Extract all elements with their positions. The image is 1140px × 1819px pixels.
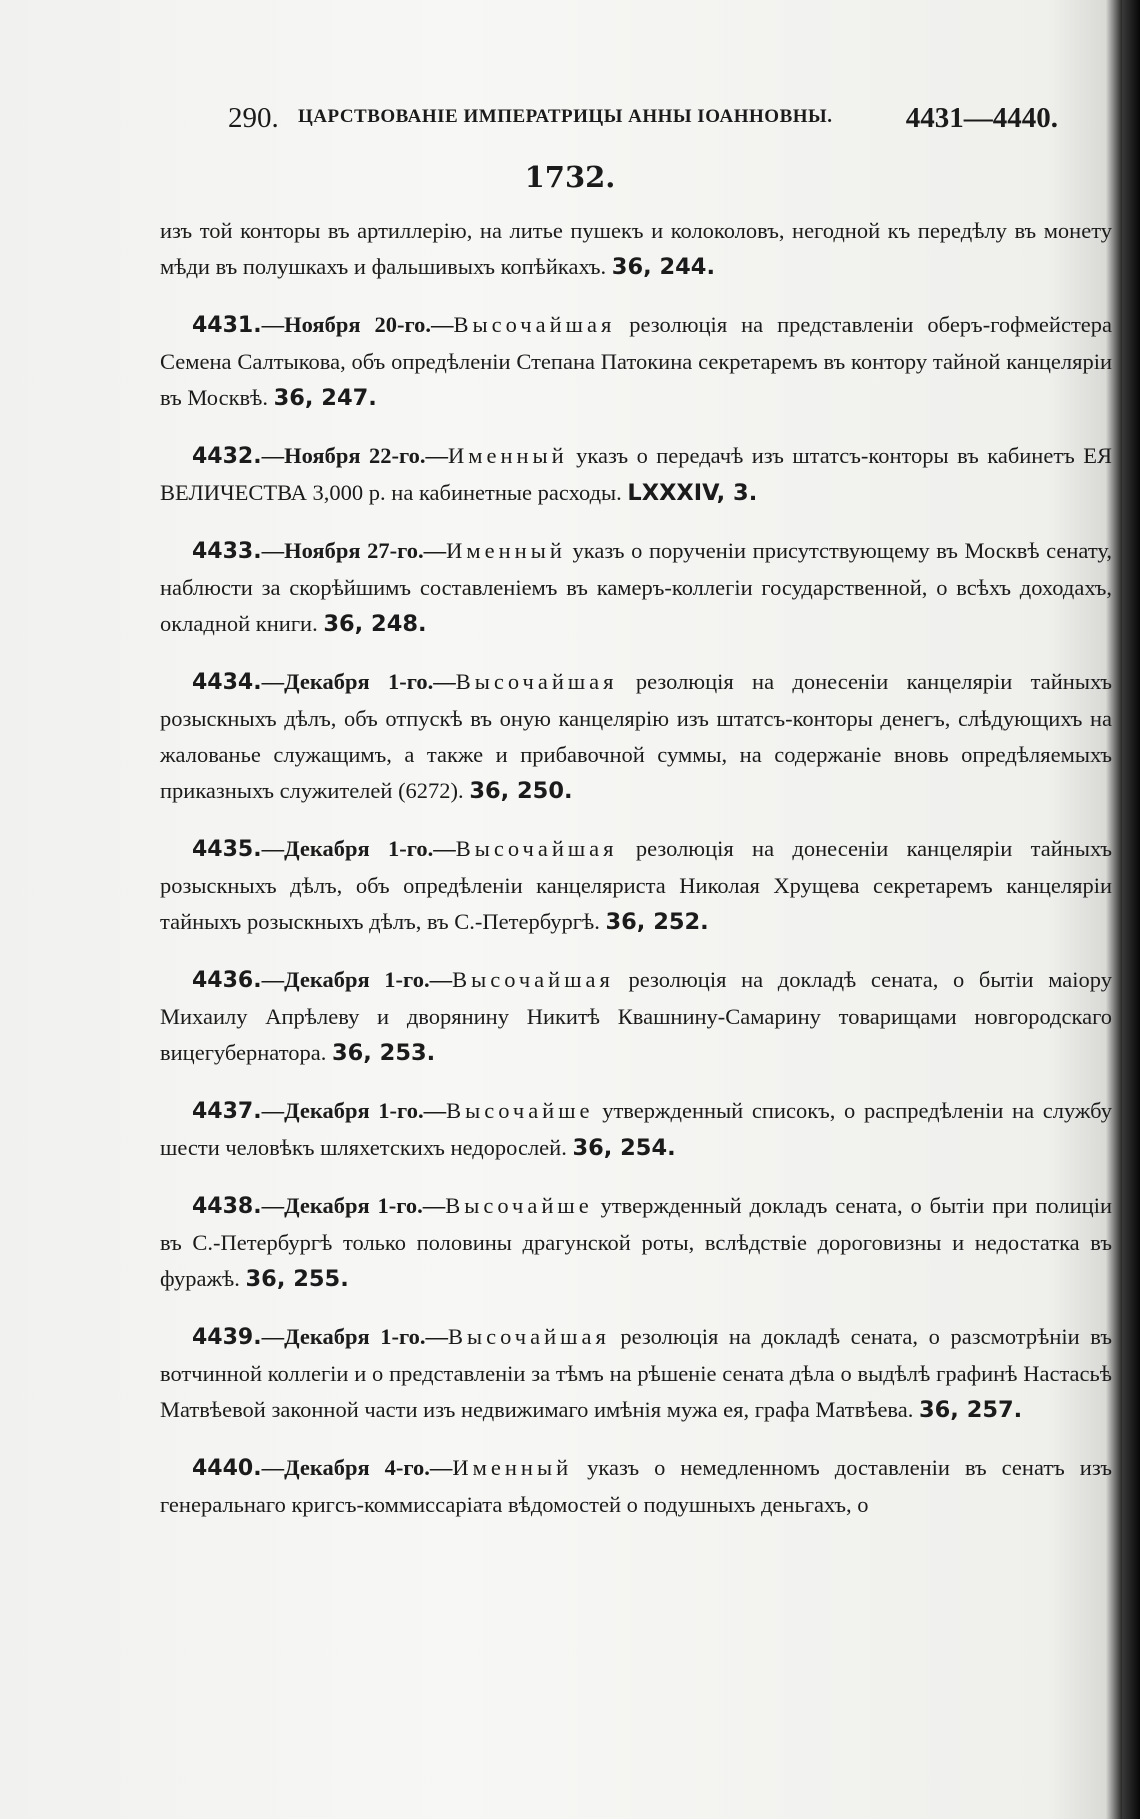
entry-kind: Высочайше xyxy=(446,1098,594,1123)
entry-kind: Высочайшая xyxy=(453,312,616,337)
entry-kind: Именный xyxy=(452,1455,573,1480)
entry-ref: 36, 254. xyxy=(572,1135,676,1161)
year-heading: 1732. xyxy=(524,160,616,194)
entry-4434 xyxy=(160,664,1112,809)
entry-4433 xyxy=(160,533,1112,642)
entry-ref: 36, 247. xyxy=(273,385,377,411)
entry-date: —Декабря 1-го.— xyxy=(261,669,456,694)
entry-number: 4438. xyxy=(192,1194,262,1219)
entry-kind: Высочайшая xyxy=(448,1324,610,1349)
entry-4431 xyxy=(160,307,1112,416)
entry-4437 xyxy=(160,1093,1112,1166)
entry-4435 xyxy=(160,831,1112,940)
entry-date: —Декабря 1-го.— xyxy=(261,836,456,861)
entry-4438 xyxy=(160,1188,1112,1297)
page-number: 290. xyxy=(228,102,279,134)
entry-ref: 36, 257. xyxy=(919,1397,1023,1423)
entry-kind: Высочайшая xyxy=(452,967,614,992)
entry-kind: Именный xyxy=(448,443,568,468)
entry-ref: 36, 252. xyxy=(605,909,709,935)
book-spine xyxy=(1122,0,1140,1819)
entry-kind: Высочайшая xyxy=(455,836,618,861)
running-title: ЦАРСТВОВАНІЕ ИМПЕРАТРИЦЫ АННЫ ІОАННОВНЫ. xyxy=(298,106,833,127)
entry-text: резолюція на докладѣ сената, о разсмотрѣніи въ вотчинной коллегіи и о представленіи за тѣмъ на рѣшеніе сената дѣла о выдѣлѣ графинѣ Настасьѣ Матвѣевой законной части изъ недвижимаго имѣнія мужа ея, графа Матвѣева. xyxy=(160,1324,1112,1422)
entry-ref: LXXXIV, 3. xyxy=(627,480,758,506)
entry-text: указъ о порученіи присутствующему въ Москвѣ сенату, наблюсти за скорѣйшимъ составленіемъ въ камеръ-коллегіи государственной, о всѣхъ доходахъ, окладной книги. xyxy=(160,538,1112,636)
page-header xyxy=(228,102,1058,142)
entry-date: —Ноября 22-го.— xyxy=(261,443,448,468)
entry-range: 4431—4440. xyxy=(905,102,1058,134)
continuation-paragraph xyxy=(160,213,1112,285)
entry-number: 4434. xyxy=(192,670,262,695)
entry-4439 xyxy=(160,1319,1112,1428)
entry-number: 4432. xyxy=(192,444,262,469)
entry-text: утвержденный докладъ сената, о бытіи при полиціи въ С.-Петербургѣ только половины драгунской роты, вслѣдствіе дороговизны и недостатка въ фуражѣ. xyxy=(160,1193,1112,1291)
entry-ref: 36, 250. xyxy=(469,778,573,804)
entry-text: резолюція на представленіи оберъ-гофмейстера Семена Салтыкова, объ опредѣленіи Степана Патокина секретаремъ въ контору тайной канцеляріи въ Москвѣ. xyxy=(160,312,1112,410)
entry-text: указъ о передачѣ изъ штатсъ-конторы въ кабинетъ ЕЯ ВЕЛИЧЕСТВА 3,000 р. на кабинетные расходы. xyxy=(160,443,1112,505)
entry-number: 4436. xyxy=(192,968,262,993)
entry-ref: 36, 253. xyxy=(331,1040,436,1066)
entry-date: —Декабря 1-го.— xyxy=(261,1324,449,1349)
entry-4440 xyxy=(160,1450,1112,1523)
entry-date: —Декабря 1-го.— xyxy=(261,1193,446,1218)
continuation-ref: 36, 244. xyxy=(611,254,716,280)
entry-number: 4431. xyxy=(192,313,262,338)
entry-date: —Декабря 4-го.— xyxy=(261,1455,453,1480)
entry-text: указъ о немедленномъ доставленіи въ сенатъ изъ генеральнаго кригсъ-коммиссаріата вѣдомостей о подушныхъ деньгахъ, о xyxy=(160,1455,1112,1517)
entry-kind: Именный xyxy=(446,538,566,563)
document-body xyxy=(160,213,1112,1545)
entry-4436 xyxy=(160,962,1112,1071)
entry-number: 4437. xyxy=(192,1099,262,1124)
entry-kind: Высочайшая xyxy=(455,669,618,694)
entry-4432 xyxy=(160,438,1112,511)
entry-text: резолюція на докладѣ сената, о бытіи маіору Михаилу Апрѣлеву и дворянину Никитѣ Квашнину-Самарину товарищами новгородскаго вицегубернатора. xyxy=(160,967,1112,1065)
entry-ref: 36, 248. xyxy=(323,611,427,637)
continuation-text: изъ той конторы въ артиллерію, на литье пушекъ и колоколовъ, негодной къ передѣлу въ монету мѣди въ полушкахъ и фальшивыхъ копѣйкахъ. xyxy=(160,218,1112,279)
entry-date: —Декабря 1-го.— xyxy=(261,967,453,992)
entry-date: —Ноября 27-го.— xyxy=(261,538,447,563)
entry-date: —Декабря 1-го.— xyxy=(261,1098,447,1123)
entry-number: 4440. xyxy=(192,1456,262,1481)
entry-number: 4439. xyxy=(192,1325,262,1350)
entry-text: резолюція на донесеніи канцеляріи тайныхъ розыскныхъ дѣлъ, объ опредѣленіи канцеляриста Николая Хрущева секретаремъ канцеляріи тайныхъ розыскныхъ дѣлъ, въ С.-Петербургѣ. xyxy=(160,836,1112,934)
entry-kind: Высочайше xyxy=(445,1193,593,1218)
entry-date: —Ноября 20-го.— xyxy=(261,312,454,337)
entry-text: утвержденный списокъ, о распредѣленіи на службу шести человѣкъ шляхетскихъ недорослей. xyxy=(160,1098,1113,1160)
entry-ref: 36, 255. xyxy=(245,1266,349,1292)
entry-number: 4435. xyxy=(192,837,262,862)
entry-number: 4433. xyxy=(192,539,262,564)
entry-text: резолюція на донесеніи канцеляріи тайныхъ розыскныхъ дѣлъ, объ отпускѣ въ оную канцелярію изъ штатсъ-конторы денегъ, слѣдующихъ на жалованье служащимъ, а также и прибавочной суммы, на содержаніе вновь опредѣляемыхъ приказныхъ служителей (6272). xyxy=(160,669,1112,803)
